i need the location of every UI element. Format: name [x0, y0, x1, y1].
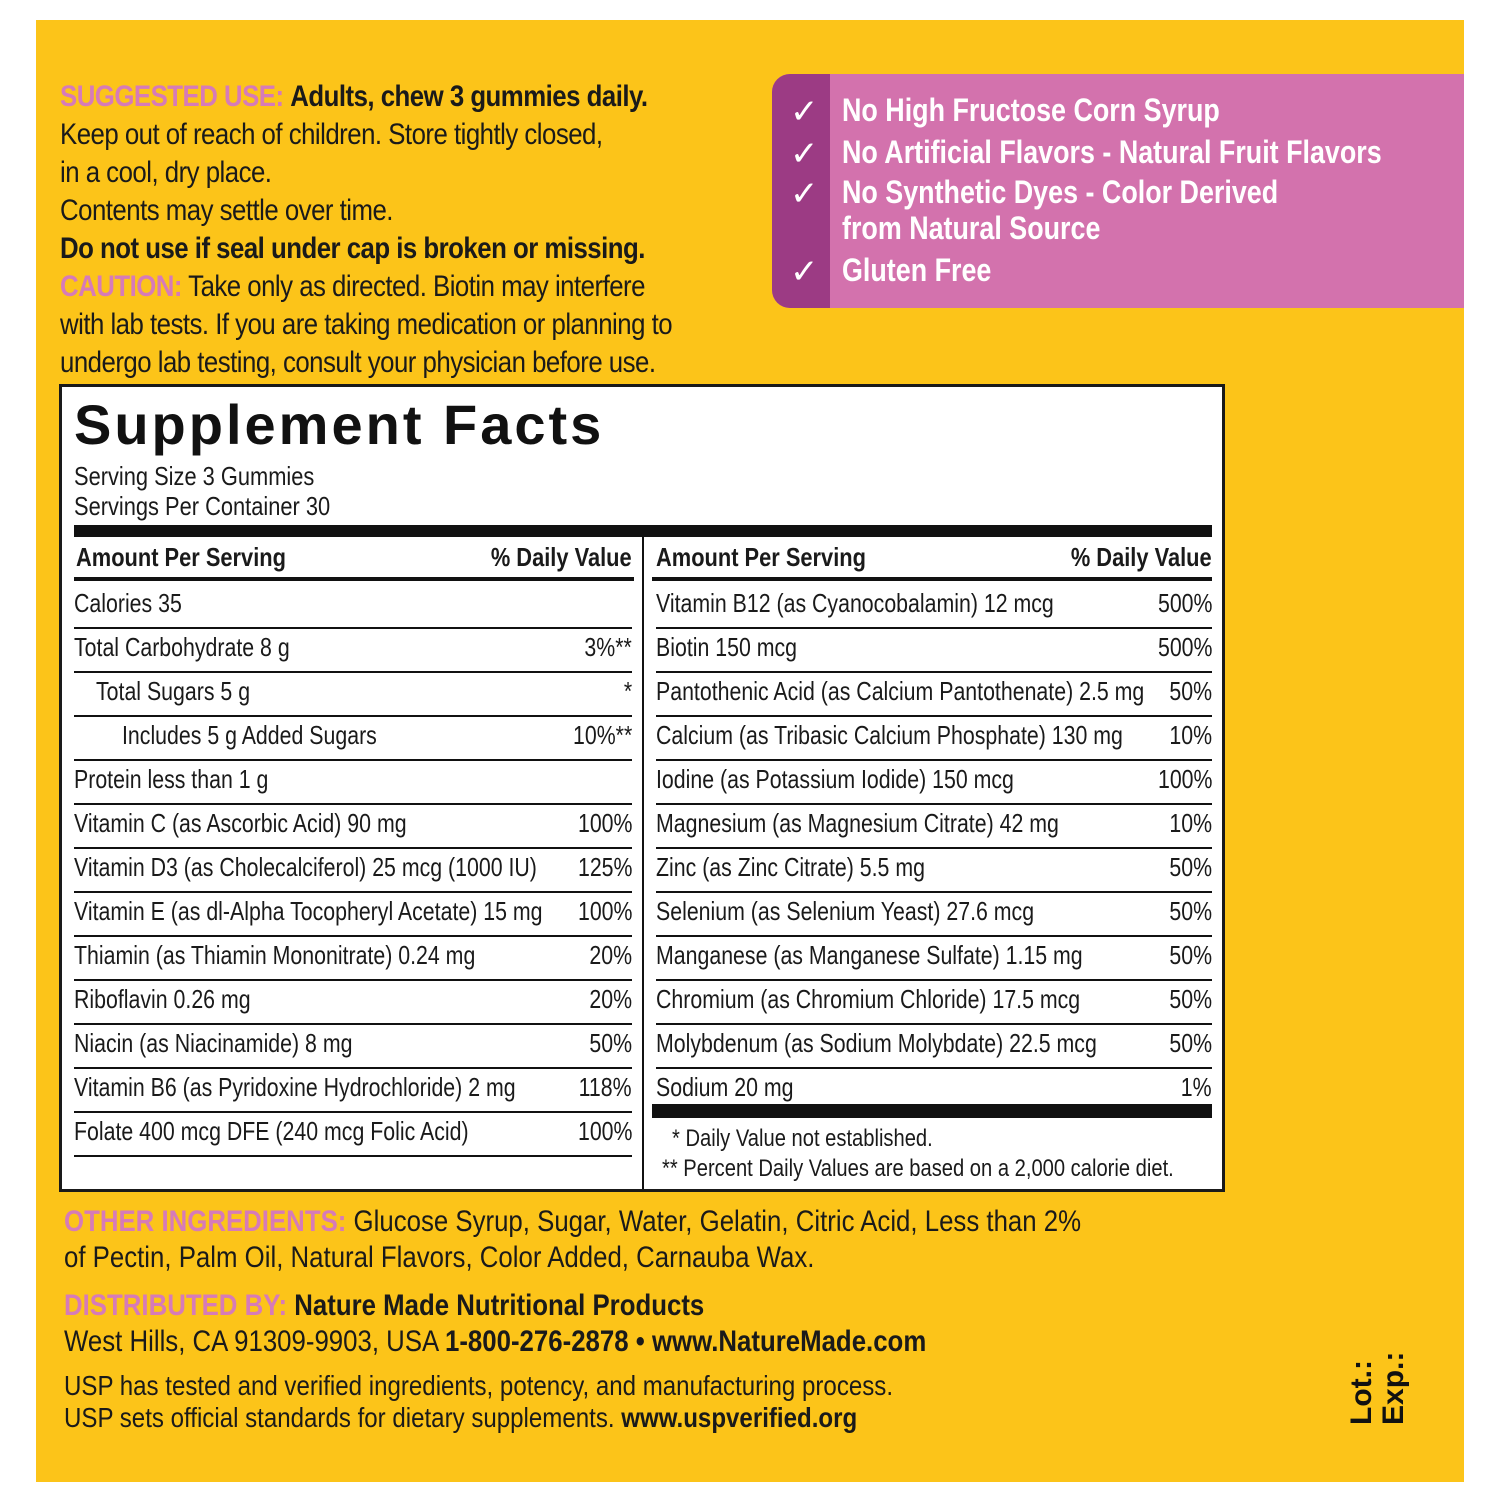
nutrient-row: [74, 715, 632, 761]
serving-size: Serving Size 3 Gummies: [74, 461, 315, 491]
nutrient-name: Molybdenum (as Sodium Molybdate) 22.5 mcg: [656, 1028, 1097, 1058]
suggested-use-block: [60, 78, 780, 382]
storage-text: Keep out of reach of children. Store tightly closed,: [60, 118, 603, 151]
left-column-header: [76, 537, 632, 577]
column-divider: [642, 537, 644, 1189]
claim-item: [772, 174, 1462, 214]
claim-item: [772, 92, 1462, 132]
distributor-name: Nature Made Nutritional Products: [287, 1289, 705, 1322]
right-column-header: [656, 537, 1212, 577]
nutrient-daily-value: 20%: [589, 940, 632, 970]
nutrient-name: Chromium (as Chromium Chloride) 17.5 mcg: [656, 984, 1081, 1014]
header-rule: [74, 577, 634, 581]
claims-panel: [772, 74, 1464, 308]
facts-thick-rule: [74, 525, 1212, 537]
usp-line-2: [64, 1402, 1053, 1434]
facts-title: Supplement Facts: [74, 393, 605, 456]
nutrient-name: Vitamin B6 (as Pyridoxine Hydrochloride) 2 mg: [74, 1072, 516, 1102]
nutrient-daily-value: 100%: [577, 1116, 632, 1146]
caution-text-3: undergo lab testing, consult your physician before use.: [60, 346, 656, 379]
usp-text-1: USP has tested and verified ingredients, potency, and manufacturing process.: [64, 1370, 894, 1401]
nutrient-row: [656, 671, 1212, 717]
nutrient-row: [656, 627, 1212, 673]
nutrient-row: [74, 803, 632, 849]
nutrient-daily-value: 3%**: [584, 632, 632, 662]
nutrient-row: [74, 1067, 632, 1113]
nutrient-name: Protein less than 1 g: [74, 764, 269, 794]
nutrient-daily-value: 125%: [577, 852, 632, 882]
nutrient-row: [74, 847, 632, 893]
nutrient-name: Calcium (as Tribasic Calcium Phosphate) 130 mg: [656, 720, 1123, 750]
nutrient-row: [656, 847, 1212, 893]
daily-value-header: % Daily Value: [1071, 542, 1212, 572]
amount-header: Amount Per Serving: [76, 542, 286, 572]
claim-item: [772, 252, 1462, 292]
nutrient-row: [74, 627, 632, 673]
nutrient-name: Folate 400 mcg DFE (240 mcg Folic Acid): [74, 1116, 469, 1146]
usp-text-2: USP sets official standards for dietary supplements.: [64, 1402, 622, 1433]
exp-label: Exp.:: [1377, 1351, 1410, 1425]
storage-text-2: in a cool, dry place.: [60, 156, 272, 189]
check-icon: ✓: [790, 135, 819, 173]
nutrient-name: Niacin (as Niacinamide) 8 mg: [74, 1028, 353, 1058]
header-rule: [652, 577, 1212, 581]
distributor-phone-web: 1-800-276-2878 • www.NatureMade.com: [444, 1325, 927, 1358]
nutrient-row: [74, 671, 632, 717]
nutrient-name: Vitamin D3 (as Cholecalciferol) 25 mcg (1000 IU): [74, 852, 537, 882]
nutrient-daily-value: 50%: [1169, 984, 1212, 1014]
suggested-use-instruction: Adults, chew 3 gummies daily.: [290, 80, 648, 113]
nutrient-daily-value: 50%: [1169, 852, 1212, 882]
nutrient-name: Selenium (as Selenium Yeast) 27.6 mcg: [656, 896, 1035, 926]
suggested-use-line: [60, 78, 679, 116]
nutrient-daily-value: 500%: [1157, 632, 1212, 662]
nutrient-daily-value: *: [623, 676, 632, 706]
amount-header: Amount Per Serving: [656, 542, 866, 572]
nutrient-row: [656, 803, 1212, 849]
claim-text: from Natural Source: [842, 210, 1101, 246]
nutrient-name: Magnesium (as Magnesium Citrate) 42 mg: [656, 808, 1059, 838]
claim-item-continued: [772, 210, 1462, 250]
distributor-contact-line: [64, 1324, 1053, 1360]
nutrient-daily-value: 50%: [589, 1028, 632, 1058]
nutrient-name: Total Carbohydrate 8 g: [74, 632, 290, 662]
lot-exp-block: [1346, 1352, 1410, 1425]
distributor-heading: DISTRIBUTED BY:: [64, 1289, 288, 1322]
claim-item: [772, 134, 1462, 174]
nutrient-daily-value: 500%: [1157, 588, 1212, 618]
nutrient-daily-value: 118%: [579, 1072, 632, 1102]
nutrient-row: [656, 583, 1212, 629]
claim-text: Gluten Free: [842, 252, 992, 288]
ingredients-text-2: of Pectin, Palm Oil, Natural Flavors, Color Added, Carnauba Wax.: [64, 1241, 815, 1274]
nutrient-name: Riboflavin 0.26 mg: [74, 984, 251, 1014]
lot-label: Lot.:: [1345, 1360, 1378, 1425]
facts-bottom-rule: [652, 1104, 1212, 1118]
supplement-facts-panel: [59, 384, 1225, 1192]
nutrient-daily-value: 50%: [1169, 1028, 1212, 1058]
distributor-line: [64, 1288, 1053, 1324]
footnote-dv-not-established: * Daily Value not established.: [672, 1125, 933, 1152]
nutrient-row: [656, 935, 1212, 981]
nutrient-daily-value: 1%: [1181, 1072, 1212, 1102]
nutrient-daily-value: 10%**: [572, 720, 632, 750]
nutrient-row: [74, 1023, 632, 1069]
nutrient-row: [74, 891, 632, 937]
claim-text: No Synthetic Dyes - Color Derived: [842, 174, 1279, 210]
nutrient-row: [656, 715, 1212, 761]
check-icon: ✓: [790, 93, 819, 131]
distributor-block: [64, 1288, 1214, 1360]
nutrient-row: [656, 759, 1212, 805]
nutrient-daily-value: 20%: [589, 984, 632, 1014]
nutrient-daily-value: 50%: [1169, 676, 1212, 706]
ingredients-line: [64, 1204, 1082, 1240]
check-icon: ✓: [790, 175, 819, 213]
caution-text-2: with lab tests. If you are taking medication or planning to: [60, 308, 673, 341]
nutrient-daily-value: 50%: [1169, 940, 1212, 970]
usp-url: www.uspverified.org: [621, 1402, 858, 1433]
nutrient-row: [74, 583, 632, 629]
nutrient-row: [74, 979, 632, 1025]
nutrient-name: Vitamin C (as Ascorbic Acid) 90 mg: [74, 808, 407, 838]
nutrient-name: Vitamin E (as dl-Alpha Tocopheryl Acetate) 15 mg: [74, 896, 543, 926]
nutrient-daily-value: 10%: [1169, 720, 1212, 750]
claim-text: No High Fructose Corn Syrup: [842, 92, 1220, 128]
nutrient-row: [74, 1111, 632, 1157]
check-icon: ✓: [790, 253, 819, 291]
nutrient-row: [656, 1023, 1212, 1069]
daily-value-header: % Daily Value: [491, 542, 632, 572]
nutrient-name: Total Sugars 5 g: [96, 676, 251, 706]
nutrient-name: Pantothenic Acid (as Calcium Pantothenate) 2.5 mg: [656, 676, 1145, 706]
nutrient-name: Zinc (as Zinc Citrate) 5.5 mg: [656, 852, 925, 882]
nutrient-row: [74, 759, 632, 805]
servings-per-container: Servings Per Container 30: [74, 491, 331, 521]
claim-text: No Artificial Flavors - Natural Fruit Flavors: [842, 134, 1382, 170]
usp-block: [64, 1370, 1214, 1434]
nutrient-row: [656, 979, 1212, 1025]
caution-heading: CAUTION:: [60, 270, 182, 303]
nutrient-row: [656, 891, 1212, 937]
nutrient-daily-value: 100%: [577, 808, 632, 838]
nutrient-daily-value: 50%: [1169, 896, 1212, 926]
nutrient-daily-value: 100%: [1157, 764, 1212, 794]
ingredients-heading: OTHER INGREDIENTS:: [64, 1205, 347, 1238]
nutrient-row: [74, 935, 632, 981]
nutrient-name: Iodine (as Potassium Iodide) 150 mcg: [656, 764, 1014, 794]
nutrient-name: Vitamin B12 (as Cyanocobalamin) 12 mcg: [656, 588, 1054, 618]
caution-line: [60, 268, 679, 306]
distributor-address: West Hills, CA 91309-9903, USA: [64, 1325, 445, 1358]
nutrient-name: Sodium 20 mg: [656, 1072, 794, 1102]
nutrient-name: Thiamin (as Thiamin Mononitrate) 0.24 mg: [74, 940, 476, 970]
suggested-use-heading: SUGGESTED USE:: [60, 80, 284, 113]
nutrient-name: Manganese (as Manganese Sulfate) 1.15 mg: [656, 940, 1083, 970]
caution-text-1: Take only as directed. Biotin may interfere: [181, 270, 645, 303]
nutrient-name: Includes 5 g Added Sugars: [122, 720, 377, 750]
nutrient-name: Biotin 150 mcg: [656, 632, 798, 662]
nutrient-name: Calories 35: [74, 588, 182, 618]
seal-warning: Do not use if seal under cap is broken or missing.: [60, 232, 645, 265]
other-ingredients: [64, 1204, 1214, 1276]
nutrient-daily-value: 10%: [1169, 808, 1212, 838]
settle-text: Contents may settle over time.: [60, 194, 393, 227]
footnote-percent-dv: ** Percent Daily Values are based on a 2,000 calorie diet.: [662, 1155, 1174, 1182]
ingredients-text: Glucose Syrup, Sugar, Water, Gelatin, Citric Acid, Less than 2%: [346, 1205, 1082, 1238]
nutrient-daily-value: 100%: [577, 896, 632, 926]
